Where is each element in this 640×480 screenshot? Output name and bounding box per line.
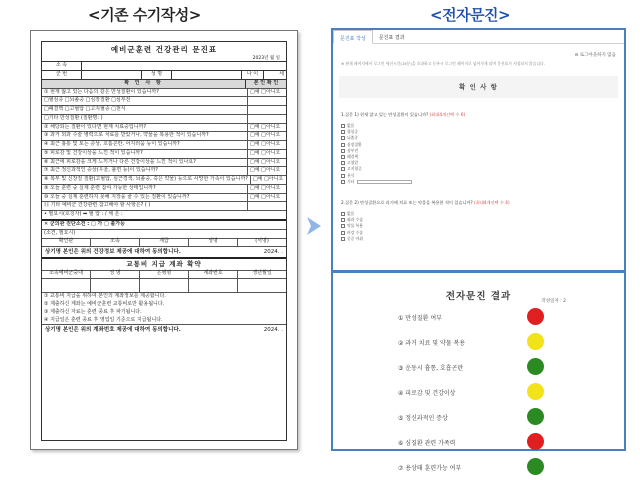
result-item bbox=[333, 306, 624, 330]
health-consent-text: 상기명 본인은 위의 건강정보 제공에 대하여 동의합니다. bbox=[45, 248, 181, 255]
option-label: 폐결핵 bbox=[347, 154, 359, 160]
result-label: ③ 운동시 흉통, 호흡곤란 bbox=[398, 365, 464, 372]
option-label: 기타 bbox=[347, 178, 355, 184]
result-item bbox=[333, 381, 624, 405]
question-2-label: 2.질문 2) 만성질환으로 과거에 치료 또는 약물을 복용한 적이 있습니까? bbox=[341, 200, 475, 205]
confirmer-header-row bbox=[42, 238, 286, 246]
option-label: 없음 bbox=[347, 211, 355, 217]
option-checkbox[interactable] bbox=[341, 167, 345, 171]
transport-fee-section-title: 교통비 지급 계좌 확약 bbox=[42, 257, 286, 270]
paper-question-text: ③ 과거 외과 수술 병력으로 치료를 받았거나, 약물을 복용한 적이 있습니까? bbox=[42, 132, 248, 140]
session-notice: ※ 현재 페이지에서 로그인 세션시간(15분)을 초과하고 등록시 로그인 페이지로 넘어가게 되며 문진표가 저장되지 않습니다. bbox=[341, 61, 545, 66]
result-label: ② 과거 치료 및 약물 복용 bbox=[398, 340, 466, 347]
status-light-icon bbox=[527, 383, 544, 400]
paper-question-answer: □예 □아니오 bbox=[250, 149, 281, 156]
paper-question-answer: □예 □아니오 bbox=[252, 176, 284, 183]
paper-question-text: ⑩ 오늘 중 실제 훈련하지 못해 지장을 줄 수 있는 질환이 있습니까? bbox=[42, 194, 248, 202]
affiliation-field bbox=[82, 62, 286, 70]
vital-signs-line: • 필요시(호칭자) ➡ 혈 압 : / 체 온 : bbox=[42, 210, 286, 219]
paper-question-row bbox=[42, 140, 286, 149]
paper-form-title: 예비군훈련 건강관리 문진표 bbox=[110, 45, 218, 54]
option-checkbox[interactable] bbox=[341, 174, 345, 178]
answer-header-label: 본 인 확 인 bbox=[253, 79, 279, 86]
age-label: 나 이 bbox=[242, 71, 264, 79]
paper-question-row bbox=[42, 184, 286, 193]
option-label: 고혈압 bbox=[347, 160, 359, 166]
paper-form-date: 2023년 월 일 bbox=[252, 56, 280, 61]
question-2-note: (최대4개선택 수 4) bbox=[474, 200, 510, 205]
bank-note: ① 교통비 지급을 위하여 본인의 계좌정보를 제공합니다. bbox=[42, 292, 286, 301]
option-checkbox[interactable] bbox=[341, 130, 345, 134]
paper-question-answer: □예 □아니오 bbox=[250, 123, 281, 130]
name-label: 성 명 bbox=[142, 71, 172, 79]
option-label: 혈심증 bbox=[347, 129, 359, 135]
paper-question-answer bbox=[248, 115, 286, 123]
option-checkbox[interactable] bbox=[341, 143, 345, 147]
paper-question-text: □기타 만성질환 (질환명: ) bbox=[42, 115, 248, 123]
result-item bbox=[333, 331, 624, 355]
paper-question-answer: □예 □아니오 bbox=[250, 158, 281, 165]
status-light-icon bbox=[527, 458, 544, 475]
option-label: 고지혈증 bbox=[347, 166, 362, 172]
option-checkbox[interactable] bbox=[341, 224, 345, 228]
status-light-icon bbox=[527, 308, 544, 325]
bank-header-cell: 소속예비군중대 bbox=[42, 271, 91, 278]
paper-question-text: □폐결핵 □고혈압 □고지혈증 □천식 bbox=[42, 106, 248, 114]
result-item bbox=[333, 431, 624, 455]
rank-field bbox=[82, 71, 142, 79]
question-1-block bbox=[341, 112, 616, 185]
tab-questionnaire-write[interactable]: 문진표 작성 bbox=[333, 30, 373, 44]
option-label: 외과 수술 bbox=[347, 217, 363, 223]
other-text-input[interactable] bbox=[357, 180, 412, 184]
question-1-note: (최대4개선택 수 6) bbox=[429, 112, 466, 117]
age-unit: 세 bbox=[279, 70, 284, 77]
option-checkbox[interactable] bbox=[341, 136, 345, 140]
result-title: 전자문진 결과 bbox=[445, 291, 512, 302]
screen-divider bbox=[333, 270, 624, 273]
bank-header-cell: 성 명 bbox=[91, 271, 140, 278]
option-label: 뇌졸중 bbox=[347, 135, 359, 141]
paper-question-answer: □예 □아니오 bbox=[250, 184, 281, 191]
transition-arrow-icon bbox=[305, 215, 323, 237]
option-checkbox[interactable] bbox=[341, 124, 345, 128]
bank-note: ④ 지급일은 훈련 종료 후 영업일 기준으로 지급됩니다. bbox=[44, 316, 163, 323]
option-row[interactable] bbox=[341, 236, 616, 242]
option-checkbox[interactable] bbox=[341, 218, 345, 222]
result-label: ⑦ 용상태 훈련가능 여부 bbox=[398, 465, 462, 472]
bank-consent-statement bbox=[42, 324, 286, 335]
health-consent-date: 2024. . bbox=[263, 248, 283, 255]
result-date: 작성일자 : 2 bbox=[541, 299, 566, 304]
paper-question-text: ② 해당되는 질환이 있다면 현재 치료중입니까? bbox=[42, 124, 248, 132]
paper-question-row bbox=[42, 88, 286, 97]
paper-question-text: ① 현재 앓고 있는 다음의 같은 만성질환이 있습니까? bbox=[42, 89, 248, 97]
paper-question-row bbox=[42, 201, 286, 210]
bank-header-row bbox=[42, 270, 286, 278]
paper-question-row bbox=[42, 166, 286, 175]
bank-consent-date: 2024. . bbox=[263, 327, 283, 334]
status-light-icon bbox=[527, 358, 544, 375]
option-checkbox[interactable] bbox=[341, 231, 345, 235]
paper-question-answer bbox=[248, 97, 286, 105]
logout-link[interactable]: ⊖ 로그아웃하지 않음 bbox=[574, 53, 616, 58]
result-label: ⑤ 정신과적인 증상 bbox=[398, 415, 448, 422]
confirmer-header-cell: 성명 bbox=[189, 239, 238, 246]
paper-question-text: ⑨ 오늘 훈련 중 실제 훈련 참여 가능한 상태입니까? bbox=[42, 185, 248, 193]
paper-question-text: ④ 최근 흉통 및 토는 증상, 호흡곤란, 어지러움 등이 있습니까? bbox=[42, 141, 248, 149]
doctor-opinion-line: ✕ 군의관 진단소견 : □ 가 □ 불가능 bbox=[42, 219, 286, 229]
paper-question-text: ⑥ 최근에 피로감을 크게 느끼거나 다른 건강이상을 느낀 적이 있나요? bbox=[42, 159, 248, 167]
paper-question-text: ⑪ 기타 예비군 건강관련 참고해야 할 사항은? ( ) bbox=[42, 202, 248, 210]
paper-question-text: ⑦ 최근 정신과적인 증상(우울, 불면 등)이 있습니까? bbox=[42, 167, 248, 175]
confirmer-header-cell: 소속 bbox=[91, 239, 140, 246]
option-label: 중증 마취 bbox=[347, 235, 363, 241]
paper-question-row bbox=[42, 96, 286, 105]
paper-questionnaire bbox=[30, 30, 298, 450]
bank-note: ③ 제출하신 자료는 훈련 종료 후 파기됩니다. bbox=[44, 308, 142, 315]
option-label: 약물 복용 bbox=[347, 223, 363, 229]
confirmer-header-cell: 계급 bbox=[140, 239, 189, 246]
result-item bbox=[333, 406, 624, 430]
question-2-options bbox=[341, 211, 616, 242]
paper-question-answer: □예 □아니오 bbox=[250, 193, 281, 200]
paper-question-answer bbox=[248, 202, 286, 210]
electronic-method-title: <전자문진> bbox=[430, 6, 511, 24]
paper-question-answer: □예 □아니오 bbox=[250, 167, 281, 174]
paper-section-header bbox=[42, 79, 286, 88]
bank-header-cell: 계좌번호 bbox=[189, 271, 238, 278]
paper-question-text: ⑧ 복부 및 신장질 질환(고혈압, 심근경색, 뇌졸중, 혹은 약물) 등으로 사망한 가족이 있습니까? bbox=[42, 176, 251, 184]
result-label: ① 만성질환 여부 bbox=[398, 315, 442, 322]
handwritten-method-title: <기존 수기작성> bbox=[88, 6, 201, 24]
paper-question-row bbox=[42, 105, 286, 114]
bank-header-cell: 생년월일 bbox=[252, 270, 272, 277]
bank-note: ② 제출하신 계좌는 예비군훈련 교통비로만 활용됩니다. bbox=[44, 301, 165, 308]
tab-questionnaire-result[interactable]: 문진표 결과 bbox=[378, 35, 405, 41]
option-checkbox[interactable] bbox=[341, 237, 345, 241]
paper-question-answer: □예 □아니오 bbox=[250, 88, 281, 95]
option-checkbox[interactable] bbox=[341, 155, 345, 159]
status-light-icon bbox=[527, 433, 544, 450]
affiliation-label: 소 속 bbox=[42, 62, 82, 70]
paper-question-row bbox=[42, 149, 286, 158]
paper-question-text: ⑤ 피로감 및 건강이상을 느낀 적이 있습니까? bbox=[42, 150, 248, 158]
screen-section-header: 확 인 사 항 bbox=[339, 76, 618, 98]
name-field bbox=[172, 71, 242, 79]
option-checkbox[interactable] bbox=[341, 161, 345, 165]
paper-question-row bbox=[42, 175, 286, 184]
paper-affiliation-row bbox=[42, 61, 286, 70]
paper-question-list bbox=[42, 88, 286, 211]
paper-identity-row bbox=[42, 70, 286, 79]
section-header-label: 확 인 사 항 bbox=[42, 80, 246, 88]
doctor-note-line: (소견, 필요시) bbox=[42, 229, 286, 238]
question-1-options bbox=[341, 123, 616, 185]
bank-header-cell: 은행명 bbox=[140, 271, 189, 278]
paper-question-row bbox=[42, 123, 286, 132]
option-checkbox[interactable] bbox=[341, 180, 345, 184]
result-item bbox=[333, 356, 624, 380]
option-label: 없음 bbox=[347, 123, 355, 129]
option-checkbox[interactable] bbox=[341, 212, 345, 216]
status-light-icon bbox=[527, 408, 544, 425]
paper-question-answer bbox=[248, 106, 286, 114]
paper-question-row bbox=[42, 158, 286, 167]
paper-question-text: □혈심증 □뇌졸중 □심장질환 □심부전 bbox=[42, 97, 248, 105]
option-checkbox[interactable] bbox=[341, 149, 345, 153]
result-item bbox=[333, 456, 624, 480]
paper-question-answer: □예 □아니오 bbox=[250, 141, 281, 148]
option-label: 심장질환 bbox=[347, 141, 362, 147]
status-light-icon bbox=[527, 333, 544, 350]
paper-question-row bbox=[42, 193, 286, 202]
bank-entry-row bbox=[42, 278, 286, 292]
question-2-block bbox=[341, 200, 616, 242]
paper-question-row bbox=[42, 131, 286, 140]
option-label: 심부전 bbox=[347, 147, 359, 153]
health-consent-statement bbox=[42, 246, 286, 257]
paper-question-answer: □예 □아니오 bbox=[250, 132, 281, 139]
confirmer-header-cell: (서명) bbox=[255, 237, 269, 244]
electronic-questionnaire-screen bbox=[331, 28, 626, 472]
paper-form-border bbox=[41, 41, 287, 441]
result-label: ⑥ 심질환 관련 가족력 bbox=[398, 440, 456, 447]
rank-label: 군 번 bbox=[42, 71, 82, 79]
bank-consent-text: 상기명 본인은 위의 계좌번호 제공에 대하여 동의합니다. bbox=[45, 327, 181, 334]
confirmer-header-cell: 확인관 bbox=[42, 239, 91, 246]
question-1-label: 1.질문 1) 현재 앓고 있는 만성질환이 있습니까? bbox=[341, 112, 430, 117]
option-label: 천식 bbox=[347, 172, 355, 178]
paper-question-row bbox=[42, 114, 286, 123]
option-row[interactable] bbox=[341, 179, 616, 185]
questionnaire-tabs bbox=[333, 30, 624, 44]
option-label: 비강 수술 bbox=[347, 229, 363, 235]
result-label: ④ 피로감 및 건강이상 bbox=[398, 390, 456, 397]
